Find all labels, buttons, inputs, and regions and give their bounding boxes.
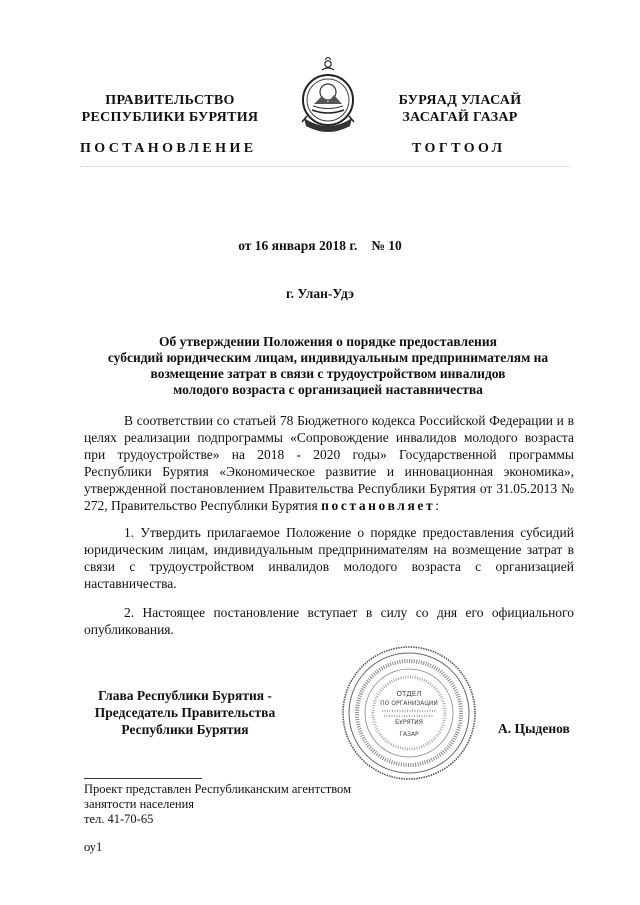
header-right — [375, 92, 545, 126]
decree-word: постановляет — [321, 498, 436, 513]
seal-line: ГАЗАР — [399, 731, 419, 738]
document-type-title-buryat: ТОГТООЛ — [412, 141, 506, 156]
document-heading — [100, 334, 556, 398]
footer-note — [84, 782, 414, 827]
footer-code: оу1 — [84, 840, 103, 854]
footer-line: занятости населения — [84, 797, 195, 811]
header-right-line2: ЗАСАГАЙ ГАЗАР — [402, 110, 518, 125]
seal-line: БУРЯТИЯ — [395, 719, 423, 726]
seal-line: ПО ОРГАНИЗАЦИИ — [380, 700, 438, 707]
heading-line: молодого возраста с организацией наставничества — [173, 382, 483, 397]
signatory-title — [80, 687, 290, 738]
signatory-line: Глава Республики Бурятия - — [98, 688, 272, 703]
header-left-line1: ПРАВИТЕЛЬСТВО — [105, 93, 235, 108]
body-paragraph-1 — [84, 412, 574, 514]
header-right-line1: БУРЯАД УЛАСАЙ — [398, 93, 522, 108]
heading-line: Об утверждении Положения о порядке предоставления — [159, 334, 497, 349]
paragraph-text: В соответствии со статьей 78 Бюджетного кодекса Российской Федерации и в целях реализации подпрограммы «Сопровождение инвалидов молодого возраста при трудоустройстве» на 2018 - 2020 годы» Государственной программы Республики Бурятия «Экономическое развитие и инновационная экономика», утвержденной постановлением Правительства Республики Бурятия от 31.05.2013 № 272, Правительство Республики Бурятия — [84, 413, 574, 513]
document-type-title: ПОСТАНОВЛЕНИЕ — [80, 141, 257, 156]
footer-phone: тел. 41-70-65 — [84, 812, 154, 826]
header-left — [70, 92, 270, 126]
paragraph-end: : — [435, 498, 439, 513]
coat-of-arms-icon — [296, 56, 360, 136]
footer-line: Проект представлен Республиканским агентством — [84, 782, 351, 796]
document-date — [0, 238, 640, 254]
body-paragraph-2: 1. Утвердить прилагаемое Положение о порядке предоставления субсидий юридическим лицам, индивидуальным предпринимателям на возмещение затрат в связи с трудоустройством инвалидов молодого возраста с организацией наставничества. — [84, 525, 574, 591]
body-paragraph-3: 2. Настоящее постановление вступает в силу со дня его официального опубликования. — [84, 605, 574, 637]
signatory-line: Республики Бурятия — [121, 722, 249, 737]
heading-line: субсидий юридическим лицам, индивидуальным предпринимателям на — [107, 350, 549, 365]
header-divider — [80, 166, 570, 167]
official-seal-icon — [340, 644, 478, 782]
date-text: от 16 января 2018 г. — [238, 238, 358, 253]
document-number: № 10 — [371, 238, 402, 253]
signatory-name: А. Цыденов — [498, 721, 570, 736]
document-city: г. Улан-Удэ — [286, 286, 354, 301]
signatory-line: Председатель Правительства — [94, 705, 276, 720]
seal-line: ОТДЕЛ — [396, 690, 422, 698]
heading-line: возмещение затрат в связи с трудоустройством инвалидов — [150, 366, 506, 381]
header-left-line2: РЕСПУБЛИКИ БУРЯТИЯ — [81, 110, 259, 125]
footer-divider — [84, 778, 202, 779]
